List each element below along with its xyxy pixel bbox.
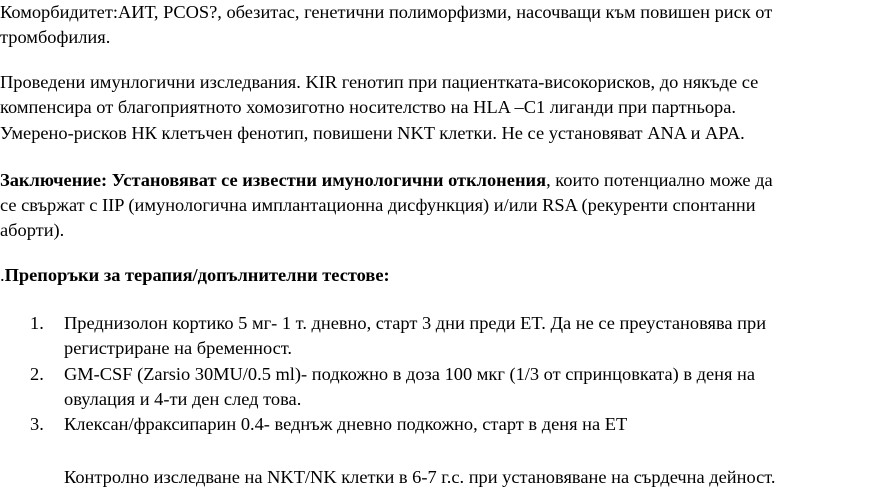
conclusion-line-1 (0, 169, 773, 191)
list-item-line-1: GM-CSF (Zarsio 30MU/0.5 ml)- подкожно в доза 100 мкг (1/3 от спринцовката) в деня на (64, 364, 756, 384)
recommendations-heading (0, 264, 390, 286)
conclusion-line-2: се свържат с IIP (имунологична имплантационна дисфункция) и/или RSA (рекуренти спонтанни (0, 195, 756, 215)
list-item-line-2: овулация и 4-ти ден след това. (64, 389, 302, 409)
conclusion-label: Заключение: Установяват се известни имунологични отклонения (0, 170, 547, 190)
list-item-number: 2. (30, 364, 44, 384)
followup-text: Контролно изследване на NKT/NK клетки в 6-7 г.с. при установяване на сърдечна дейност. (64, 467, 776, 487)
conclusion-text: , които потенциално може да (546, 170, 773, 190)
immunology-line-2: компенсира от благоприятното хомозиготно носителство на HLA –C1 лиганди при партньора. (0, 97, 737, 117)
list-item-line-1: Клексан/фраксипарин 0.4- веднъж дневно подкожно, старт в деня на ET (64, 414, 628, 434)
list-item-line-2: регистриране на бременност. (64, 338, 293, 358)
comorbidity-line-1: Коморбидитет:АИТ, PCOS?, обезитас, генетични полиморфизми, насочващи към повишен риск от (0, 2, 773, 22)
immunology-line-3: Умерено-рисков НК клетъчен фенотип, повишени NKT клетки. Не се установяват ANA и APA. (0, 123, 745, 143)
comorbidity-line-2: тромбофилия. (0, 27, 111, 47)
heading-text: Препоръки за терапия/допълнителни тестове: (4, 265, 390, 285)
conclusion-line-3: аборти). (0, 220, 65, 240)
heading-dot: . (0, 265, 5, 285)
list-item-line-1: Преднизолон кортико 5 мг- 1 т. дневно, старт 3 дни преди ET. Да не се преустановява при (64, 313, 767, 333)
list-item-number: 3. (30, 414, 44, 434)
list-item-number: 1. (30, 313, 44, 333)
immunology-line-1: Проведени имунлогични изследвания. KIR генотип при пациентката-високорисков, до някъде се (0, 72, 759, 92)
